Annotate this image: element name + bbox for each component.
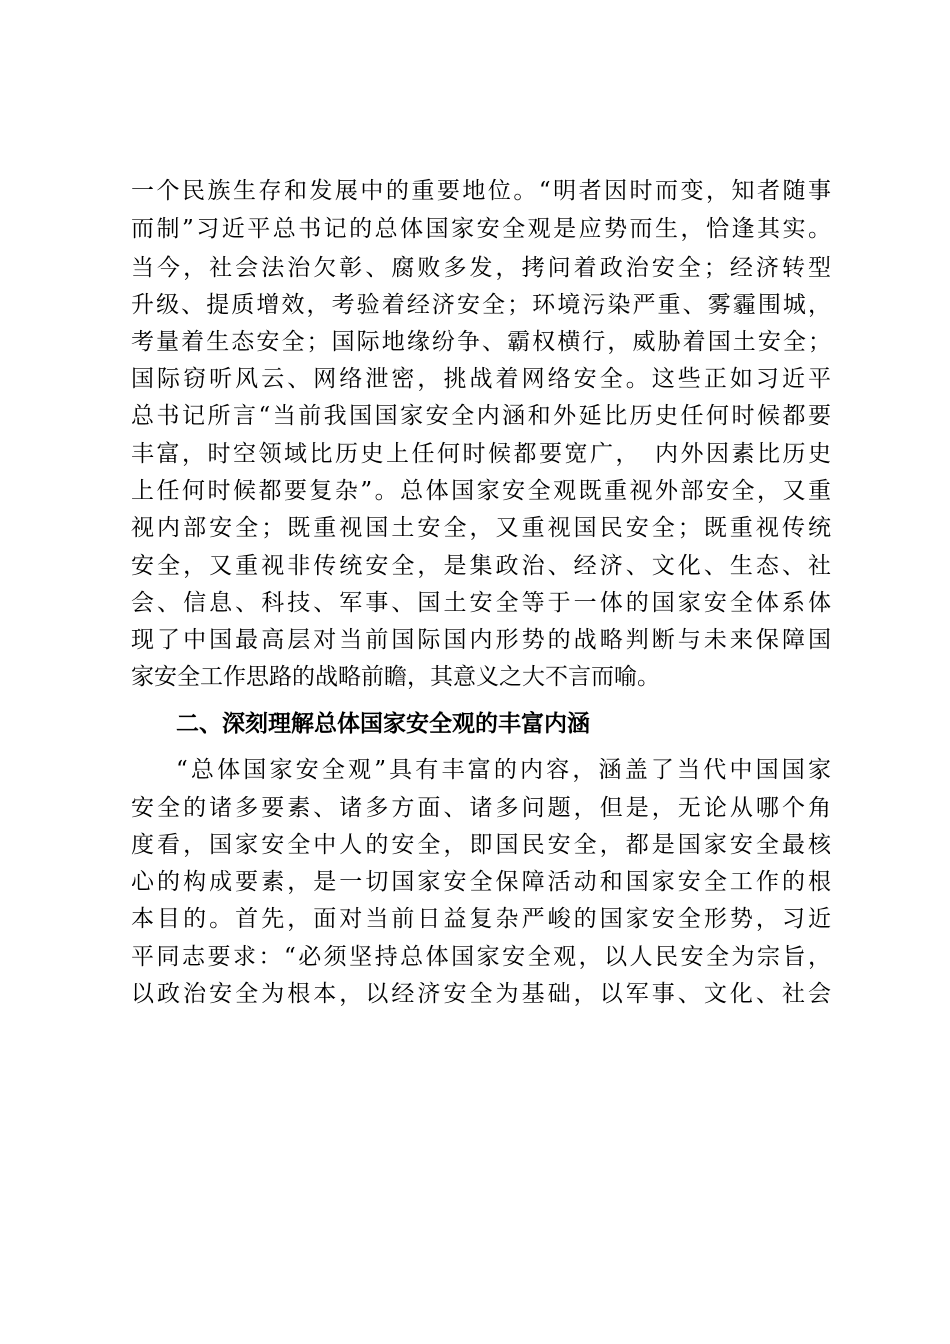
text-line: 当今，社会法治欠彰、腐败多发，拷问着政治安全；经济转型 <box>131 255 831 281</box>
text-line: 心的构成要素，是一切国家安全保障活动和国家安全工作的根 <box>131 869 831 895</box>
text-line: 升级、提质增效，考验着经济安全；环境污染严重、雾霾围城， <box>131 292 831 318</box>
text-line: 视内部安全；既重视国土安全，又重视国民安全；既重视传统 <box>131 515 831 541</box>
text-line: 家安全工作思路的战略前瞻，其意义之大不言而喻。 <box>131 664 660 690</box>
text-line: 现了中国最高层对当前国际国内形势的战略判断与未来保障国 <box>131 627 831 653</box>
text-line: 总书记所言“当前我国国家安全内涵和外延比历史任何时候都要 <box>131 403 831 429</box>
text-line: 度看，国家安全中人的安全，即国民安全，都是国家安全最核 <box>131 832 831 858</box>
text-line: 考量着生态安全；国际地缘纷争、霸权横行，威胁着国土安全； <box>131 329 831 355</box>
text-line: 一个民族生存和发展中的重要地位。“明者因时而变，知者随事 <box>131 178 831 204</box>
text-line: 以政治安全为根本，以经济安全为基础，以军事、文化、社会 <box>131 981 831 1007</box>
text-line: 平同志要求：“必须坚持总体国家安全观，以人民安全为宗旨， <box>131 944 831 970</box>
text-line: 而制”习近平总书记的总体国家安全观是应势而生，恰逢其实。 <box>131 216 831 242</box>
text-line: “总体国家安全观”具有丰富的内容，涵盖了当代中国国家 <box>176 757 831 783</box>
text-line: 本目的。首先，面对当前日益复杂严峻的国家安全形势，习近 <box>131 906 831 932</box>
text-line: 上任何时候都要复杂”。总体国家安全观既重视外部安全，又重 <box>131 478 831 504</box>
text-line: 国际窃听风云、网络泄密，挑战着网络安全。这些正如习近平 <box>131 366 831 392</box>
text-line: 丰富，时空领域比历史上任何时候都要宽广， 内外因素比历史 <box>131 441 831 467</box>
section-heading: 二、深刻理解总体国家安全观的丰富内涵 <box>176 711 590 737</box>
text-line: 安全的诸多要素、诸多方面、诸多问题，但是，无论从哪个角 <box>131 795 831 821</box>
text-line: 会、信息、科技、军事、国土安全等于一体的国家安全体系体 <box>131 590 831 616</box>
text-line: 安全，又重视非传统安全，是集政治、经济、文化、生态、社 <box>131 553 831 579</box>
